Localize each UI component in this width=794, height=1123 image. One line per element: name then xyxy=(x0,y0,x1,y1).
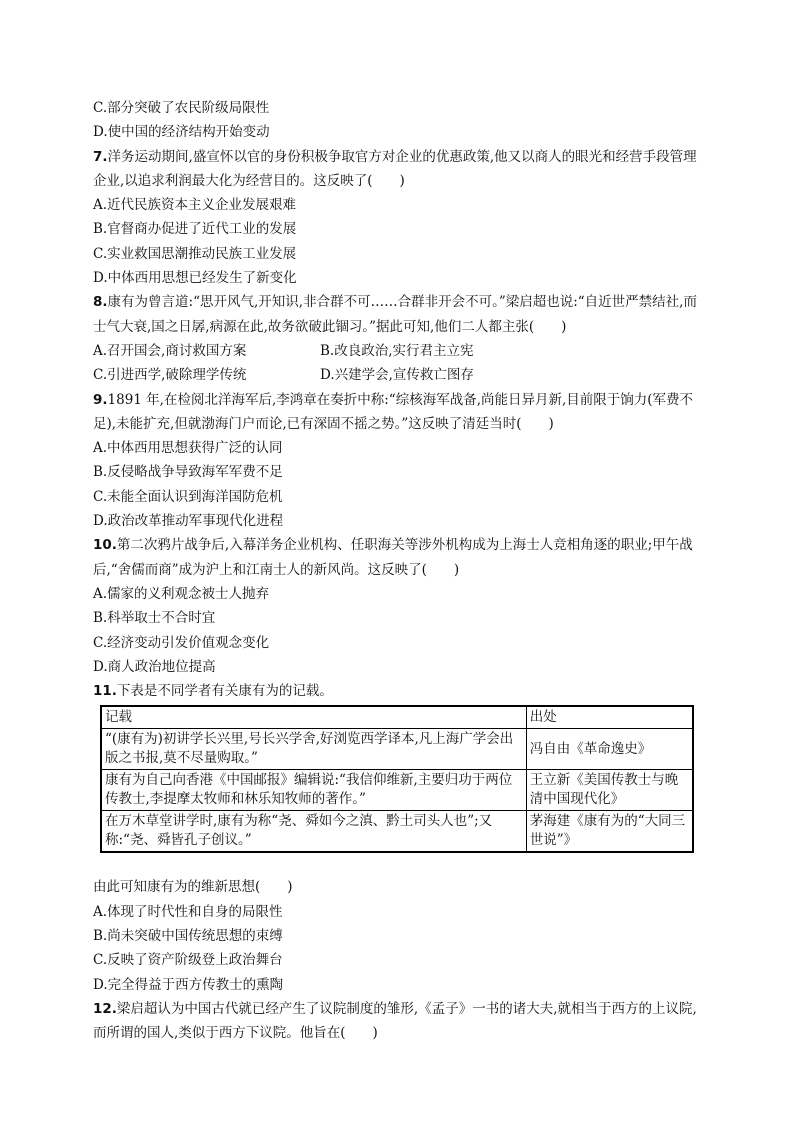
option-c-q6: C.部分突破了农民阶级局限性 xyxy=(93,100,270,116)
option-c: C.经济变动引发价值观念变化 xyxy=(93,634,270,651)
option-d: D.中体西用思想已经发生了新变化 xyxy=(93,270,297,287)
question-9 xyxy=(93,388,698,437)
question-stem: 1891 年,在检阅北洋海军后,李鸿章在奏折中称:“综核海军战备,尚能日异月新,目前限于饷力(军费不足),未能扩充,但就渤海门户而论,已有深固不摇之势。”这反映了清廷当时( ) xyxy=(93,391,694,432)
question-11 xyxy=(93,679,698,703)
question-stem: 康有为曾言道:“思开风气,开知识,非合群不可……合群非开会不可。”梁启超也说:“自近世严禁结社,而士气大衰,国之日孱,病源在此,故务欲破此锢习。”据此可知,他们二人都主张( ) xyxy=(93,294,697,335)
question-number: 11. xyxy=(93,683,117,700)
records-table xyxy=(100,705,694,853)
question-7 xyxy=(93,145,698,194)
question-stem: 梁启超认为中国古代就已经产生了议院制度的雏形,《孟子》一书的诸大夫,就相当于西方的上议院,而所谓的国人,类似于西方下议院。他旨在( ) xyxy=(93,1000,697,1042)
option-a: A.近代民族资本主义企业发展艰难 xyxy=(93,197,297,214)
option-d: D.兴建学会,宣传救亡图存 xyxy=(320,367,474,384)
option-d: D.商人政治地位提高 xyxy=(93,658,216,675)
source-cell: 王立新《美国传教士与晚清中国现代化》 xyxy=(526,770,693,811)
table-header-row xyxy=(101,706,693,729)
option-d-q6: D.使中国的经济结构开始变动 xyxy=(93,124,270,141)
option-b: B.科举取士不合时宜 xyxy=(93,610,216,627)
question-number: 10. xyxy=(93,537,117,554)
option-a: A.儒家的义利观念被士人抛弃 xyxy=(93,585,270,602)
question-stem: 下表是不同学者有关康有为的记载。 xyxy=(116,683,333,700)
question-12 xyxy=(93,997,698,1046)
table-row xyxy=(101,811,693,853)
option-d: D.完全得益于西方传教士的熏陶 xyxy=(93,976,284,993)
option-b: B.改良政治,实行君主立宪 xyxy=(320,342,474,359)
question-10 xyxy=(93,533,698,582)
record-cell: 在万木草堂讲学时,康有为称“尧、舜如今之滇、黔土司头人也”;又称:“尧、舜皆孔子创议。” xyxy=(101,811,526,853)
option-a: A.召开国会,商讨救国方案 xyxy=(93,342,247,359)
option-d: D.政治改革推动军事现代化进程 xyxy=(93,513,284,530)
source-cell: 冯自由《革命逸史》 xyxy=(526,729,693,770)
option-b: B.反侵略战争导致海军军费不足 xyxy=(93,464,283,481)
option-c: C.反映了资产阶级登上政治舞台 xyxy=(93,952,283,969)
options-row xyxy=(93,363,698,387)
source-cell: 茅海建《康有为的“大同三世说”》 xyxy=(526,811,693,853)
option-c: C.引进西学,破除理学传统 xyxy=(93,367,247,384)
record-cell: 康有为自己向香港《中国邮报》编辑说:“我信仰维新,主要归功于两位传教士,李提摩太牧师和林乐知牧师的著作。” xyxy=(101,770,526,811)
option-c: C.未能全面认识到海洋国防危机 xyxy=(93,488,283,505)
question-8 xyxy=(93,290,698,339)
question-number: 8. xyxy=(93,294,108,311)
exam-page xyxy=(93,96,698,1046)
record-cell: “(康有为)初讲学长兴里,号长兴学舍,好浏览西学译本,凡上海广学会出版之书报,莫不尽量购取。” xyxy=(101,729,526,770)
option-b: B.官督商办促进了近代工业的发展 xyxy=(93,221,297,238)
option-b: B.尚未突破中国传统思想的束缚 xyxy=(93,928,283,945)
question-number: 7. xyxy=(93,148,108,165)
option-a: A.中体西用思想获得广泛的认同 xyxy=(93,440,283,457)
header-source: 出处 xyxy=(526,706,693,729)
table-row xyxy=(101,729,693,770)
question-number: 12. xyxy=(93,1000,117,1017)
question-number: 9. xyxy=(93,391,108,408)
question-11-followup: 由此可知康有为的维新思想( ) xyxy=(93,879,293,896)
table-row xyxy=(101,770,693,811)
records-table-wrapper xyxy=(100,705,694,853)
options-row xyxy=(93,339,698,363)
option-a: A.体现了时代性和自身的局限性 xyxy=(93,903,283,920)
question-stem: 第二次鸦片战争后,入幕洋务企业机构、任职海关等涉外机构成为上海士人竞相角逐的职业;甲午战后,“舍儒而商”成为沪上和江南士人的新风尚。这反映了( ) xyxy=(93,537,693,578)
question-stem: 洋务运动期间,盛宣怀以官的身份积极争取官方对企业的优惠政策,他又以商人的眼光和经营手段管理企业,以追求利润最大化为经营目的。这反映了( ) xyxy=(93,148,697,189)
option-c: C.实业救国思潮推动民族工业发展 xyxy=(93,245,297,262)
header-record: 记载 xyxy=(101,706,526,729)
